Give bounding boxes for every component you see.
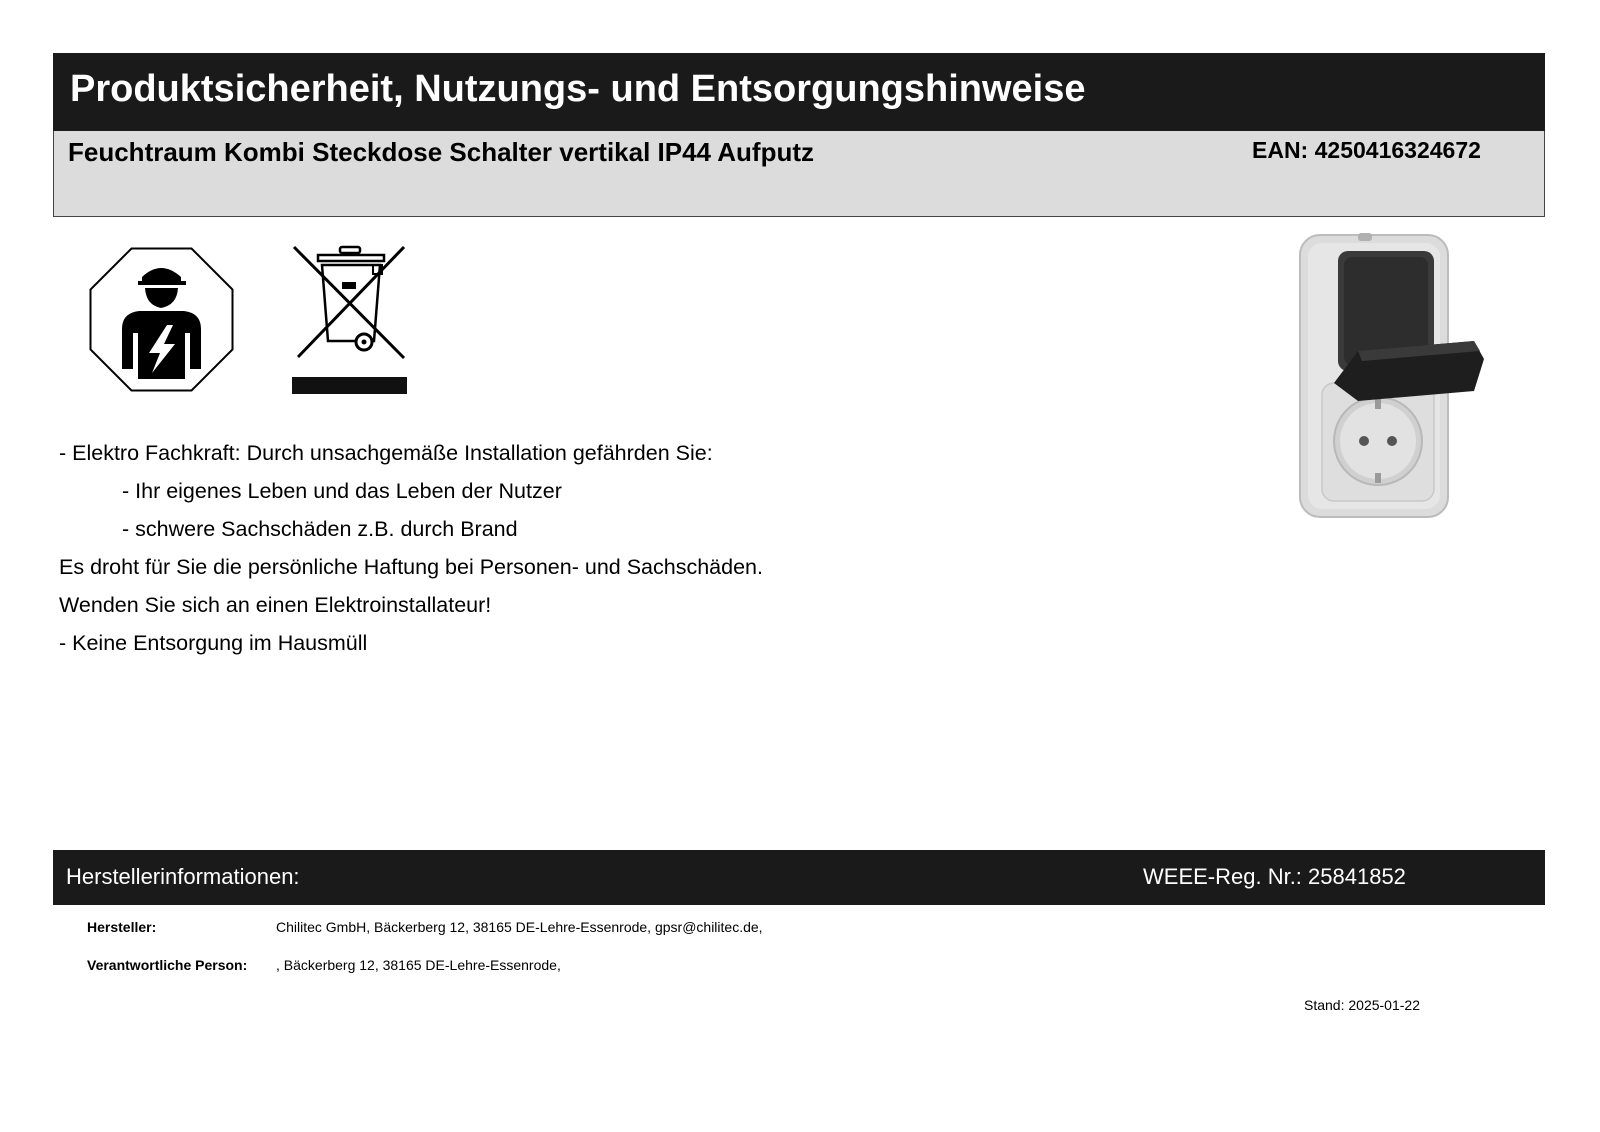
product-photo	[1298, 233, 1488, 523]
instruction-line: - Ihr eigenes Leben und das Leben der Nutzer	[122, 479, 562, 503]
weee-registration-number: WEEE-Reg. Nr.: 25841852	[1143, 864, 1406, 889]
responsible-person-label: Verantwortliche Person:	[87, 957, 248, 973]
electrician-warning-icon	[89, 247, 234, 392]
document-date: Stand: 2025-01-22	[1304, 997, 1420, 1013]
manufacturer-section-title: Herstellerinformationen:	[66, 864, 300, 889]
hersteller-label: Hersteller:	[87, 919, 157, 935]
instruction-line: - Elektro Fachkraft: Durch unsachgemäße Installation gefährden Sie:	[59, 441, 713, 465]
instruction-line: Es droht für Sie die persönliche Haftung bei Personen- und Sachschäden.	[59, 555, 763, 579]
instruction-line: - schwere Sachschäden z.B. durch Brand	[122, 517, 518, 541]
crossed-out-wheelie-bin-icon	[292, 245, 412, 395]
instruction-line: - Keine Entsorgung im Hausmüll	[59, 631, 368, 655]
manufacturer-info-bar	[53, 850, 1545, 905]
product-info-bar	[53, 131, 1545, 217]
ean-number: EAN: 4250416324672	[1252, 137, 1481, 163]
page-title: Produktsicherheit, Nutzungs- und Entsorgungshinweise	[53, 53, 1545, 131]
hersteller-value: Chilitec GmbH, Bäckerberg 12, 38165 DE-Lehre-Essenrode, gpsr@chilitec.de,	[276, 919, 763, 935]
safety-instructions	[59, 434, 763, 662]
instruction-line: Wenden Sie sich an einen Elektroinstallateur!	[59, 593, 492, 617]
responsible-person-value: , Bäckerberg 12, 38165 DE-Lehre-Essenrode,	[276, 957, 561, 973]
product-name: Feuchtraum Kombi Steckdose Schalter vertikal IP44 Aufputz	[68, 137, 815, 167]
